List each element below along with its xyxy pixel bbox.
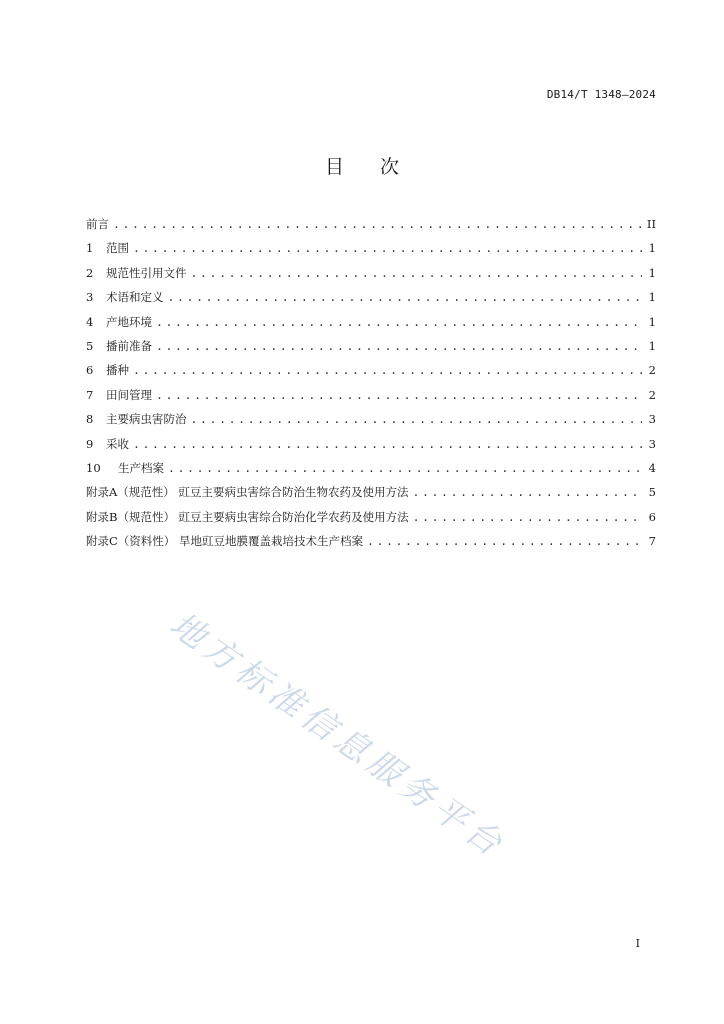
toc-leader-dots — [412, 485, 642, 499]
toc-item-7[interactable] — [86, 387, 656, 411]
toc-item-page: 1 — [648, 241, 656, 256]
toc-item-label: 前言 — [86, 217, 109, 231]
toc-item-page: 4 — [648, 460, 656, 475]
toc-leader-dots — [156, 339, 642, 353]
toc-item-label: 采收 — [106, 436, 129, 451]
table-of-contents — [86, 216, 656, 557]
toc-item-8[interactable] — [86, 411, 656, 435]
toc-item-page: 6 — [648, 509, 656, 524]
toc-item-number: 2 — [86, 265, 94, 280]
toc-item-number: 3 — [86, 290, 94, 305]
toc-item-9[interactable] — [86, 436, 656, 460]
toc-item-appendix-a[interactable] — [86, 484, 656, 508]
toc-leader-dots — [133, 437, 642, 451]
toc-item-page: 2 — [648, 363, 656, 378]
toc-item-1[interactable] — [86, 240, 656, 264]
toc-item-page: 1 — [648, 338, 656, 353]
toc-item-number: 10 — [86, 460, 101, 475]
toc-item-10[interactable] — [86, 460, 656, 484]
page-title: 目次 — [324, 156, 435, 178]
toc-item-4[interactable] — [86, 314, 656, 338]
standard-code: DB14/T 1348—2024 — [546, 88, 656, 101]
toc-leader-dots — [191, 266, 643, 280]
toc-item-number: 4 — [86, 314, 94, 329]
page-number: I — [635, 937, 640, 950]
toc-item-page: II — [646, 217, 656, 231]
toc-item-label: 附录B（规范性） 豇豆主要病虫害综合防治化学农药及使用方法 — [86, 509, 409, 524]
toc-item-label: 产地环境 — [106, 314, 152, 329]
toc-item-page: 1 — [648, 290, 656, 305]
toc-item-page: 3 — [648, 412, 656, 427]
toc-item-number: 9 — [86, 436, 94, 451]
toc-item-label: 附录A（规范性） 豇豆主要病虫害综合防治生物农药及使用方法 — [86, 485, 409, 500]
toc-item-label: 主要病虫害防治 — [106, 412, 187, 427]
toc-leader-dots — [413, 510, 642, 524]
toc-item-5[interactable] — [86, 338, 656, 362]
toc-item-number: 6 — [86, 363, 94, 378]
toc-item-label: 范围 — [106, 241, 129, 256]
toc-item-2[interactable] — [86, 265, 656, 289]
toc-leader-dots — [367, 534, 642, 548]
toc-item-label: 播前准备 — [106, 338, 152, 353]
toc-item-page: 1 — [648, 265, 656, 280]
toc-item-appendix-c[interactable] — [86, 533, 656, 557]
toc-item-6[interactable] — [86, 362, 656, 386]
toc-item-appendix-b[interactable] — [86, 509, 656, 533]
toc-item-label: 播种 — [106, 363, 129, 378]
toc-item-label: 附录C（资料性） 旱地豇豆地膜覆盖栽培技术生产档案 — [86, 534, 363, 549]
toc-item-label: 规范性引用文件 — [106, 265, 187, 280]
toc-leader-dots — [113, 217, 642, 231]
toc-item-number: 7 — [86, 387, 94, 402]
toc-leader-dots — [191, 412, 643, 426]
toc-item-page: 2 — [648, 387, 656, 402]
toc-leader-dots — [156, 388, 642, 402]
toc-item-page: 7 — [648, 534, 656, 549]
toc-leader-dots — [168, 461, 642, 475]
toc-item-foreword[interactable] — [86, 216, 656, 240]
toc-leader-dots — [168, 290, 643, 304]
toc-item-label: 生产档案 — [118, 460, 164, 475]
toc-leader-dots — [156, 315, 642, 329]
toc-item-page: 3 — [648, 436, 656, 451]
toc-item-number: 5 — [86, 338, 94, 353]
toc-leader-dots — [133, 241, 642, 255]
toc-item-page: 1 — [648, 314, 656, 329]
toc-item-label: 术语和定义 — [106, 290, 164, 305]
toc-item-number: 1 — [86, 241, 94, 256]
toc-item-number: 8 — [86, 412, 94, 427]
toc-item-3[interactable] — [86, 289, 656, 313]
toc-item-label: 田间管理 — [106, 387, 152, 402]
toc-leader-dots — [133, 363, 642, 377]
toc-item-page: 5 — [648, 485, 656, 500]
watermark: 地方标准信息服务平台 — [162, 604, 514, 867]
